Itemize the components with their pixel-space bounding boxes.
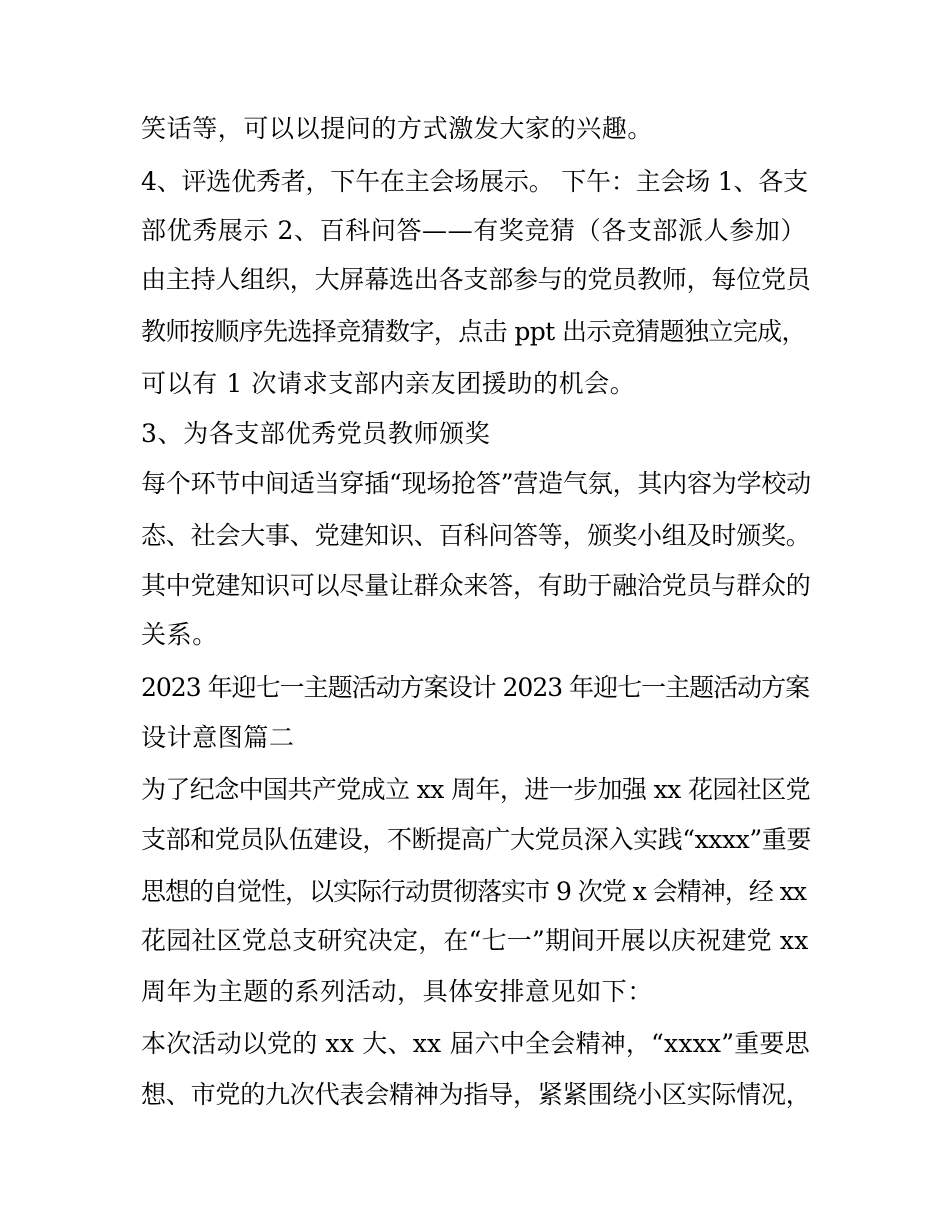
text-line: 部优秀展示 2、百科问答——有奖竞猜（各支部派人参加） xyxy=(141,216,807,245)
text-line: 每个环节中间适当穿插“现场抢答”营造气氛，其内容为学校动 xyxy=(141,469,811,498)
text-line: 支部和党员队伍建设，不断提高广大党员深入实践“xxxx”重要 xyxy=(141,825,811,854)
text-line: 花园社区党总支研究决定，在“七一”期间开展以庆祝建党 xx xyxy=(141,926,809,955)
text-line: 可以有 1 次请求支部内亲友团援助的机会。 xyxy=(141,369,636,398)
text-line: 关系。 xyxy=(141,620,218,649)
text-line: 4、评选优秀者，下午在主会场展示。 下午：主会场 1、各支 xyxy=(141,167,808,196)
text-line: 2023 年迎七一主题活动方案设计 2023 年迎七一主题活动方案 xyxy=(141,673,810,702)
text-line: 本次活动以党的 xx 大、xx 届六中全会精神，“xxxx”重要思 xyxy=(141,1029,810,1058)
text-line: 笑话等，可以以提问的方式激发大家的兴趣。 xyxy=(141,114,654,143)
text-line: 由主持人组织，大屏幕选出各支部参与的党员教师，每位党员 xyxy=(141,265,811,294)
text-line: 其中党建知识可以尽量让群众来答，有助于融洽党员与群众的 xyxy=(141,571,811,600)
text-line: 想、市党的九次代表会精神为指导，紧紧围绕小区实际情况， xyxy=(141,1080,811,1109)
text-line: 周年为主题的系列活动，具体安排意见如下： xyxy=(141,977,654,1006)
text-line: 思想的自觉性，以实际行动贯彻落实市 9 次党 x 会精神，经 xx xyxy=(141,877,806,906)
text-line: 教师按顺序先选择竞猜数字，点击 ppt 出示竞猜题独立完成， xyxy=(141,317,806,346)
text-line: 设计意图篇二 xyxy=(141,723,295,752)
text-line: 为了纪念中国共产党成立 xx 周年，进一步加强 xx 花园社区党 xyxy=(141,775,810,804)
text-line: 3、为各支部优秀党员教师颁奖 xyxy=(141,419,491,448)
text-line: 态、社会大事、党建知识、百科问答等，颁奖小组及时颁奖。 xyxy=(141,521,811,550)
